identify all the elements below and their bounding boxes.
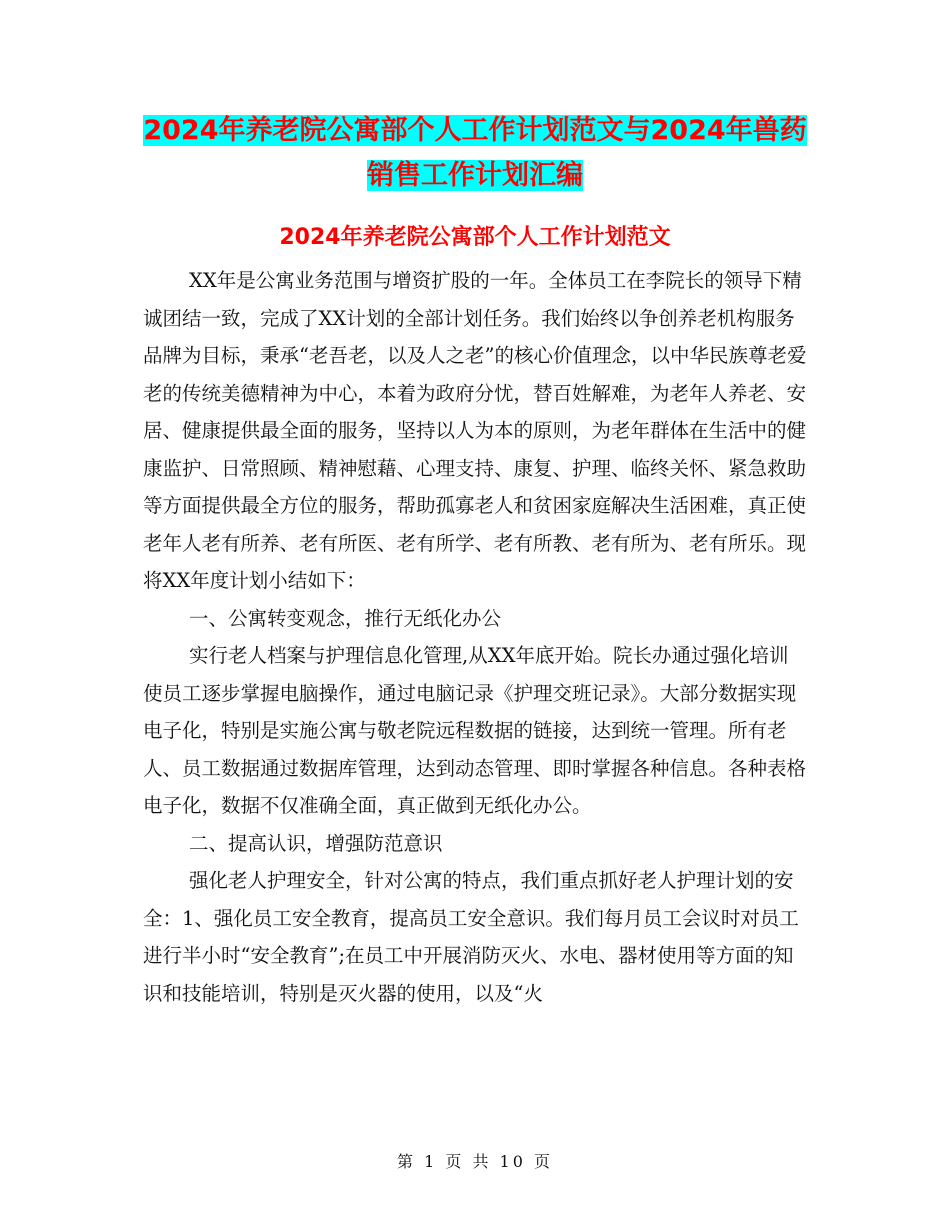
document-title-line-1: 2024年养老院公寓部个人工作计划范文与2024年兽药 xyxy=(143,115,807,146)
paragraph-section-2: 强化老人护理安全，针对公寓的特点，我们重点抓好老人护理计划的安全：1、强化员工安全教育，提高员工安全意识。我们每月员工会议时对员工进行半小时“安全教育”;在员工中开展消防灭火、水电、器材使用等方面的知识和技能培训，特别是灭火器的使用，以及“火 xyxy=(143,869,799,1005)
heading-section-1: 一、公寓转变观念，推行无纸化办公 xyxy=(189,606,502,630)
paragraph-intro: XX年是公寓业务范围与增资扩股的一年。全体员工在李院长的领导下精诚团结一致，完成了XX计划的全部计划任务。我们始终以争创养老机构服务品牌为目标，秉承“老吾老，以及人之老”的核心价值理念，以中华民族尊老爱老的传统美德精神为中心，本着为政府分忧，替百姓解难，为老年人养老、安居、健康提供最全面的服务，坚持以人为本的原则，为老年群体在生活中的健康监护、日常照顾、精神慰藉、心理支持、康复、护理、临终关怀、紧急救助等方面提供最全方位的服务，帮助孤寡老人和贫困家庭解决生活困难，真正使老年人老有所养、老有所医、老有所学、老有所教、老有所为、老有所乐。现将XX年度计划小结如下： xyxy=(143,269,807,592)
page-footer: 第 1 页 共 10 页 xyxy=(397,1152,553,1171)
paragraph-section-1: 实行老人档案与护理信息化管理,从XX年底开始。院长办通过强化培训使员工逐步掌握电脑操作，通过电脑记录《护理交班记录》。大部分数据实现电子化，特别是实施公寓与敬老院远程数据的链接，达到统一管理。所有老人、员工数据通过数据库管理，达到动态管理、即时掌握各种信息。各种表格电子化，数据不仅准确全面，真正做到无纸化办公。 xyxy=(143,644,807,817)
section-title: 2024年养老院公寓部个人工作计划范文 xyxy=(279,225,671,250)
heading-section-2: 二、提高认识，增强防范意识 xyxy=(189,831,443,855)
document-title-line-2: 销售工作计划汇编 xyxy=(367,160,583,191)
document-body xyxy=(143,262,807,1012)
